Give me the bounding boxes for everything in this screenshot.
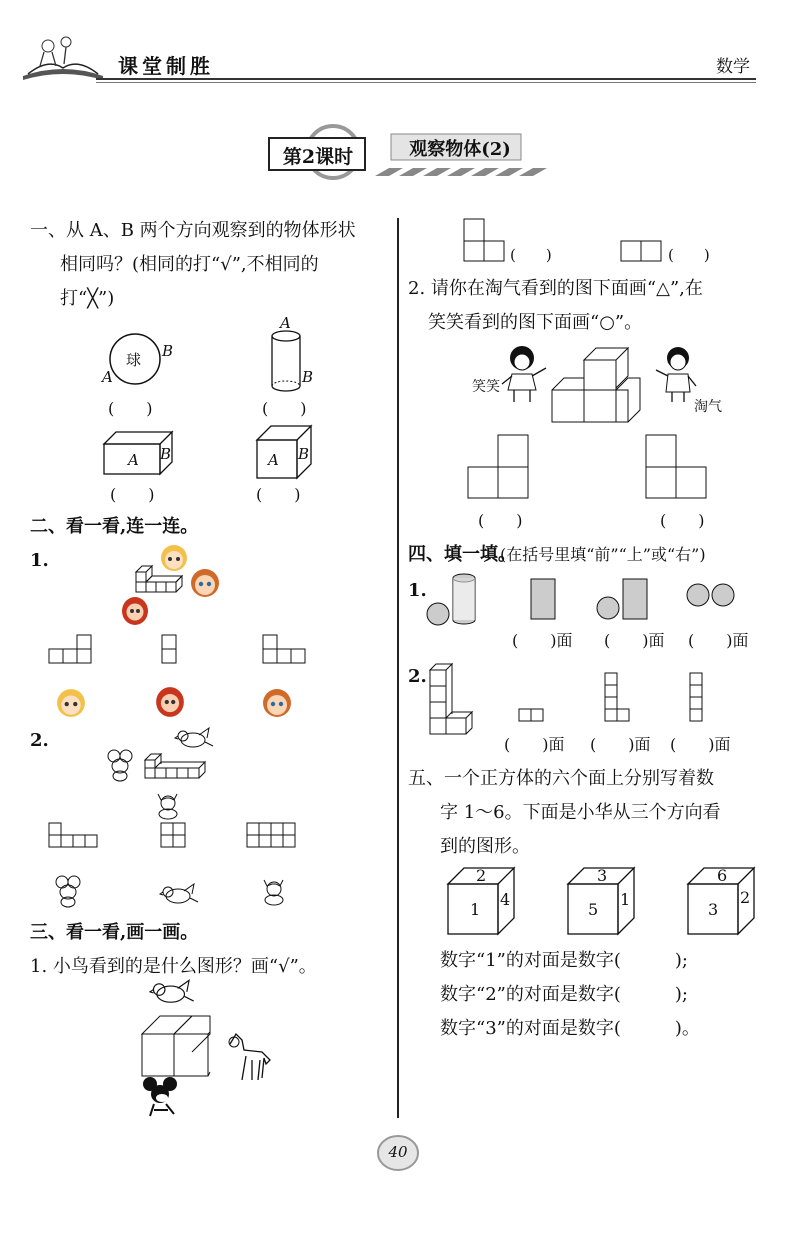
boy-redhair-icon[interactable]	[262, 688, 292, 718]
ball-label-a: A	[102, 368, 113, 386]
s2-title: 二、看一看,连一连。	[30, 516, 199, 537]
view-d-figure	[48, 822, 98, 850]
view-rect-figure	[530, 578, 558, 622]
cylinder-label-a: A	[280, 314, 291, 332]
girl-redhair-icon[interactable]	[155, 686, 185, 718]
s2-number-2: 2.	[30, 730, 49, 751]
option-shape-b	[645, 434, 709, 500]
header-subject: 数学	[716, 57, 750, 77]
s5-answer-2[interactable]: 数字“2”的对面是数字( );	[440, 984, 688, 1005]
boy-taoqi-icon	[652, 344, 702, 404]
header-rule-thin	[96, 82, 756, 83]
answer-paren-cuboid[interactable]: ( )	[110, 485, 155, 504]
view-h-figure	[604, 672, 632, 724]
answer-paren-ball[interactable]: ( )	[108, 399, 153, 418]
s5-answer-1[interactable]: 数字“1”的对面是数字( );	[440, 950, 688, 971]
s3-question-1: 1. 小鸟看到的是什么图形？画“√”。	[30, 956, 317, 977]
cuboid-label-a: A	[128, 451, 139, 469]
header-rule	[96, 78, 756, 80]
q2-line1: 2. 请你在淘气看到的图下面画“△”,在	[408, 278, 703, 299]
answer-shape-2	[620, 240, 664, 264]
s1-question-line1: 一、从 A、B 两个方向观察到的物体形状	[30, 220, 356, 241]
view-f-figure	[246, 822, 298, 850]
s5-line1: 五、一个正方体的六个面上分别写着数	[408, 768, 714, 789]
girl-xiaoxiao-icon	[498, 344, 550, 406]
s4-hint: (在括号里填“前”“上”或“右”)	[500, 545, 706, 564]
cat-icon	[152, 790, 184, 820]
answer-paren-option-a[interactable]: ( )	[478, 511, 523, 530]
view-circle-rect-figure	[596, 578, 652, 622]
mouse-icon	[104, 748, 138, 782]
cube3-front-number: 3	[708, 900, 719, 919]
answer-paren-cylinder[interactable]: ( )	[262, 399, 307, 418]
answer-paren-cube[interactable]: ( )	[256, 485, 301, 504]
header-title: 课堂制胜	[118, 54, 214, 78]
taoqi-label: 淘气	[694, 399, 722, 415]
bird-icon	[150, 978, 196, 1008]
face-answer-1b[interactable]: ( )面	[604, 631, 665, 650]
s5-line2: 字 1～6。下面是小华从三个方向看	[440, 802, 721, 823]
view-i-figure	[689, 672, 705, 724]
cube-label-b: B	[298, 445, 310, 463]
view-b-figure	[161, 634, 179, 664]
lesson-topic: 观察物体(2)	[409, 139, 511, 160]
s1-question-line3: 打“╳”)	[60, 288, 115, 309]
answer-paren-option-b[interactable]: ( )	[660, 511, 705, 530]
cube1-front-number: 1	[470, 900, 481, 919]
view-a-figure	[48, 634, 94, 664]
page-number: 40	[388, 1143, 408, 1161]
cylinder-label-b: B	[302, 368, 314, 386]
ball-label: 球	[126, 351, 142, 369]
face-answer-1c[interactable]: ( )面	[688, 631, 749, 650]
s4-title: 四、填一填。	[408, 544, 516, 565]
boy-redhair-icon	[190, 568, 220, 598]
bird-icon[interactable]	[160, 882, 200, 908]
cube-label-a: A	[268, 451, 279, 469]
girl-blonde-icon[interactable]	[56, 688, 86, 718]
s5-line3: 到的图形。	[440, 836, 530, 857]
view-c-figure	[262, 634, 308, 664]
answer-paren-shape-2[interactable]: ( )	[668, 246, 710, 264]
view-e-figure	[160, 822, 188, 850]
q2-line2: 笑笑看到的图下面画“○”。	[428, 312, 643, 333]
blocks-figure-2	[143, 748, 209, 788]
s3-title: 三、看一看,画一画。	[30, 922, 199, 943]
cube2-top-number: 3	[597, 866, 608, 885]
lesson-badge: 第2课时	[282, 146, 354, 168]
face-answer-2a[interactable]: ( )面	[504, 735, 565, 754]
girl-redhair-icon	[121, 596, 149, 626]
cube2-side-number: 1	[620, 890, 631, 909]
cube3-top-number: 6	[717, 866, 728, 885]
view-g-figure	[518, 708, 546, 724]
cube1-top-number: 2	[476, 866, 487, 885]
girl-blonde-icon	[160, 544, 188, 572]
answer-paren-shape-1[interactable]: ( )	[510, 246, 552, 264]
s4-number-1: 1.	[408, 580, 427, 601]
s2-number-1: 1.	[30, 550, 49, 571]
column-divider	[397, 218, 399, 1118]
face-answer-1a[interactable]: ( )面	[512, 631, 573, 650]
blocks-figure-3	[140, 1012, 214, 1080]
face-answer-2c[interactable]: ( )面	[670, 735, 731, 754]
face-answer-2b[interactable]: ( )面	[590, 735, 651, 754]
answer-shape-1	[463, 218, 509, 264]
cube1-side-number: 4	[500, 890, 511, 909]
ball-label-b: B	[162, 342, 174, 360]
ball-cylinder-figure	[426, 570, 478, 628]
cat-icon[interactable]	[258, 876, 290, 906]
cube2-front-number: 5	[588, 900, 599, 919]
mouse-icon[interactable]	[52, 874, 86, 908]
blocks-figure-5	[426, 662, 476, 738]
blocks-figure-4	[548, 346, 642, 426]
horse-icon	[222, 1030, 276, 1086]
view-two-circles-figure	[686, 582, 738, 610]
mickey-icon	[140, 1076, 184, 1120]
s5-answer-3[interactable]: 数字“3”的对面是数字( )。	[440, 1018, 700, 1039]
cube3-side-number: 2	[740, 888, 751, 907]
s4-number-2: 2.	[408, 666, 427, 687]
xiaoxiao-label: 笑笑	[472, 379, 500, 395]
option-shape-a	[467, 434, 531, 500]
s1-question-line2: 相同吗？(相同的打“√”,不相同的	[60, 254, 319, 275]
cuboid-label-b: B	[160, 445, 172, 463]
header-book-logo	[18, 28, 108, 84]
